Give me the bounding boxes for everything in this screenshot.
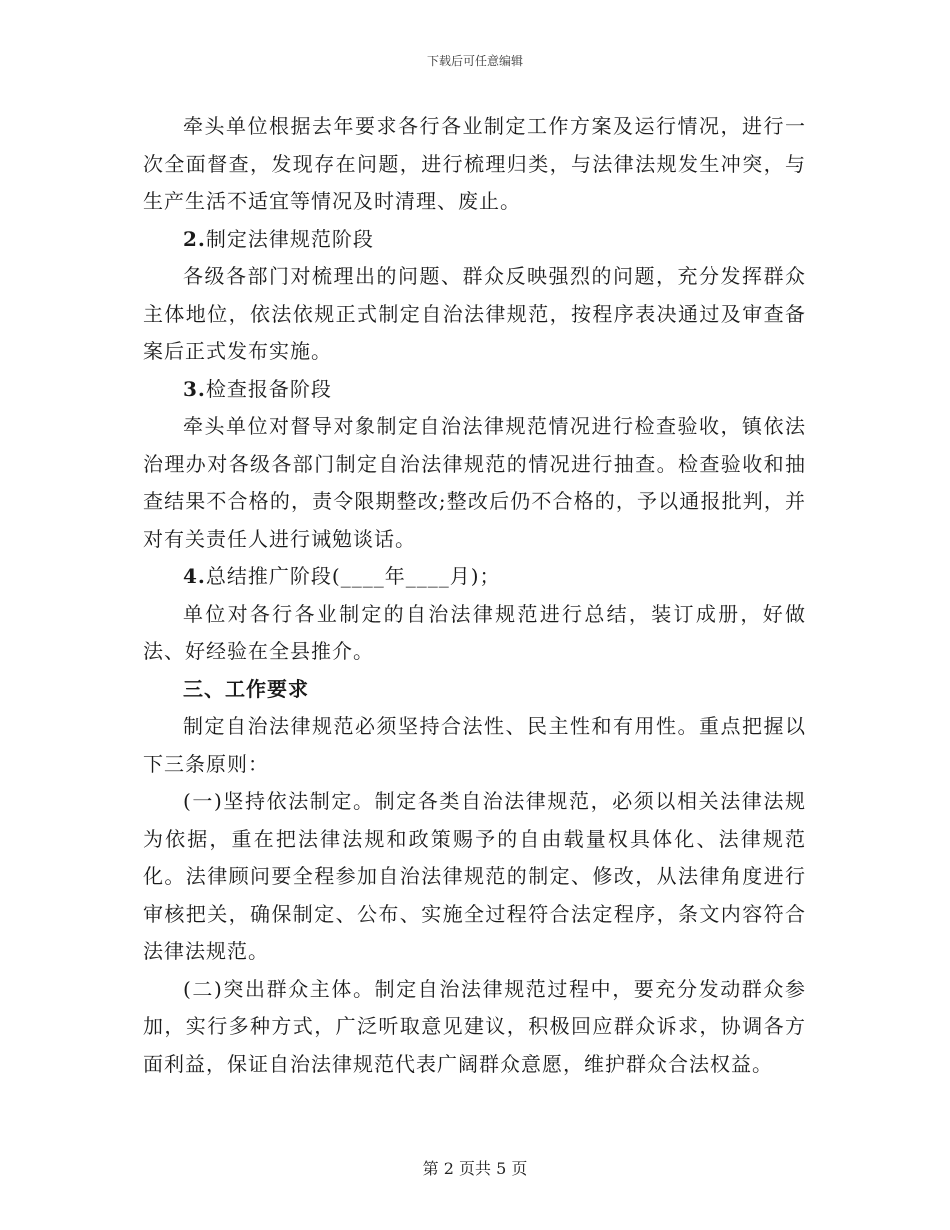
heading-work-requirements: 三、工作要求 xyxy=(183,676,309,701)
paragraph-principles-intro: 制定自治法律规范必须坚持合法性、民主性和有用性。重点把握以下三条原则： xyxy=(143,714,806,776)
paragraph-formulate-stage: 各级各部门对梳理出的问题、群众反映强烈的问题，充分发挥群众主体地位，依法依规正式制定自治法律规范，按程序表决通过及审查备案后正式发布实施。 xyxy=(143,264,806,363)
heading-text: 制定法律规范阶段 xyxy=(205,226,374,251)
heading-text: 检查报备阶段 xyxy=(205,376,332,401)
heading-text: 总结推广阶段(____年____月)； xyxy=(205,564,501,588)
heading-number: 2. xyxy=(183,226,206,251)
heading-inspection-stage xyxy=(143,371,806,409)
page-header: 下载后可任意编辑 xyxy=(426,54,523,68)
heading-formulate-stage xyxy=(143,221,806,259)
heading-summary-stage xyxy=(143,558,806,596)
paragraph-summary-stage: 单位对各行各业制定的自治法律规范进行总结，装订成册，好做法、好经验在全县推介。 xyxy=(143,601,806,663)
paragraph-principle-two: (二)突出群众主体。制定自治法律规范过程中，要充分发动群众参加，实行多种方式，广泛听取意见建议，积极回应群众诉求，协调各方面利益，保证自治法律规范代表广阔群众意愿，维护群众合法权益。 xyxy=(143,976,806,1076)
paragraph-inspection-stage: 牵头单位对督导对象制定自治法律规范情况进行检查验收，镇依法治理办对各级各部门制定自治法律规范的情况进行抽查。检查验收和抽查结果不合格的，责令限期整改;整改后仍不合格的，予以通报批判，并对有关责任人进行诫勉谈话。 xyxy=(143,414,806,551)
paragraph-principle-one: (一)坚持依法制定。制定各类自治法律规范，必须以相关法律法规为依据，重在把法律法规和政策赐予的自由载量权具体化、法律规范化。法律顾问要全程参加自治法律规范的制定、修改，从法律角度进行审核把关，确保制定、公布、实施全过程符合法定程序，条文内容符合法律法规范。 xyxy=(143,789,806,963)
heading-number: 4. xyxy=(183,564,206,588)
paragraph-review-stage: 牵头单位根据去年要求各行各业制定工作方案及运行情况，进行一次全面督查，发现存在问题，进行梳理归类，与法律法规发生冲突，与生产生活不适宜等情况及时清理、废止。 xyxy=(143,114,806,213)
heading-number: 3. xyxy=(183,376,206,401)
document-body xyxy=(143,108,806,1083)
page-footer: 第 2 页共 5 页 xyxy=(422,1159,528,1178)
